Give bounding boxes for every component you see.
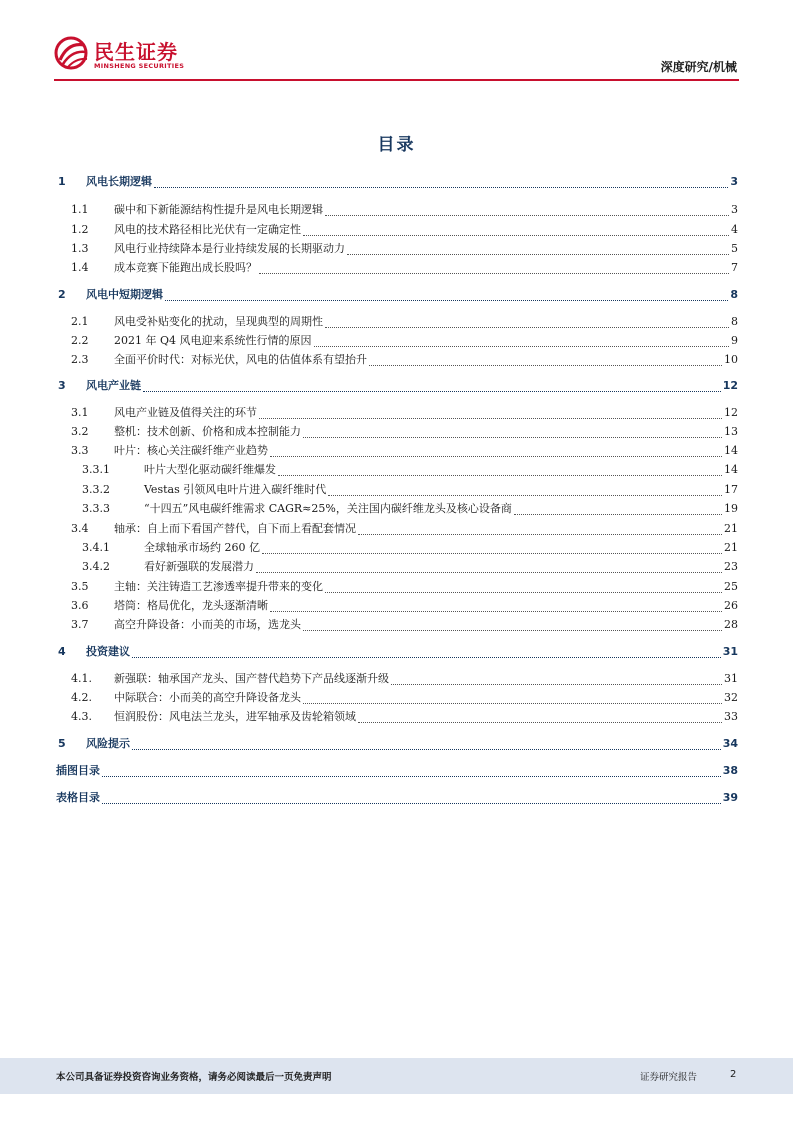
toc-entry-number: 3.5 <box>71 580 89 593</box>
document-type-label: 深度研究/机械 <box>660 60 737 74</box>
toc-entry[interactable] <box>56 442 738 460</box>
toc-entry[interactable] <box>56 481 738 499</box>
toc-leader-dots <box>259 272 729 274</box>
toc-entry[interactable] <box>56 597 738 615</box>
toc-leader-dots <box>314 345 730 347</box>
toc-entry-title: 风电的技术路径相比光伏有一定确定性 <box>114 223 301 236</box>
toc-entry-title: 风险提示 <box>86 737 130 750</box>
toc-entry-title: 风电中短期逻辑 <box>86 288 163 301</box>
toc-entry-page: 12 <box>722 379 738 392</box>
toc-entry-page: 31 <box>722 645 738 658</box>
toc-leader-dots <box>132 748 721 750</box>
toc-leader-dots <box>303 629 722 631</box>
toc-entry[interactable] <box>56 762 738 780</box>
toc-entry-title: 碳中和下新能源结构性提升是风电长期逻辑 <box>114 203 323 216</box>
toc-entry-page: 5 <box>731 242 738 255</box>
toc-entry[interactable] <box>56 789 738 807</box>
toc-entry-page: 3 <box>731 203 738 216</box>
toc-entry-title: 风电受补贴变化的扰动，呈现典型的周期性 <box>114 315 323 328</box>
toc-entry-page: 28 <box>724 618 738 631</box>
toc-entry[interactable] <box>56 201 738 219</box>
toc-entry-title: 看好新强联的发展潜力 <box>144 560 254 573</box>
toc-leader-dots <box>102 775 721 777</box>
toc-entry-page: 23 <box>724 560 738 573</box>
toc-entry-title: 全面平价时代：对标光伏，风电的估值体系有望抬升 <box>114 353 367 366</box>
toc-entry-title: 成本竞赛下能跑出成长股吗？ <box>114 261 257 274</box>
toc-leader-dots <box>369 364 722 366</box>
toc-entry-page: 8 <box>731 315 738 328</box>
minsheng-logo <box>54 36 204 76</box>
toc-entry[interactable] <box>56 221 738 239</box>
toc-leader-dots <box>132 656 721 658</box>
toc-entry-number: 3.1 <box>71 406 89 419</box>
toc-leader-dots <box>303 436 722 438</box>
toc-entry-number: 3.4.1 <box>82 541 110 554</box>
toc-entry-title: 叶片大型化驱动碳纤维爆发 <box>144 463 276 476</box>
toc-leader-dots <box>391 683 722 685</box>
toc-entry-number: 3.3.3 <box>82 502 110 515</box>
logo-english-name: MINSHENG SECURITIES <box>94 62 185 70</box>
toc-leader-dots <box>143 390 721 392</box>
toc-entry[interactable] <box>56 377 738 395</box>
toc-entry[interactable] <box>56 735 738 753</box>
minsheng-logo-icon <box>54 36 90 70</box>
toc-leader-dots <box>102 802 721 804</box>
header-divider <box>54 79 739 81</box>
toc-entry-page: 38 <box>722 764 738 777</box>
toc-entry-page: 4 <box>731 223 738 236</box>
toc-entry-title: 叶片：核心关注碳纤维产业趋势 <box>114 444 268 457</box>
toc-entry-number: 1.2 <box>71 223 89 236</box>
toc-entry-title: 恒润股份：风电法兰龙头，进军轴承及齿轮箱领域 <box>114 710 356 723</box>
toc-entry-number: 3.6 <box>71 599 89 612</box>
toc-leader-dots <box>278 474 722 476</box>
toc-entry-number: 3.3 <box>71 444 89 457</box>
toc-entry-title: 风电产业链 <box>86 379 141 392</box>
toc-leader-dots <box>165 299 728 301</box>
toc-entry-title: 风电产业链及值得关注的环节 <box>114 406 257 419</box>
toc-entry-page: 21 <box>724 541 738 554</box>
toc-entry-title: 中际联合：小而美的高空升降设备龙头 <box>114 691 301 704</box>
logo-chinese-name: 民生证券 <box>94 40 178 64</box>
footer-disclaimer: 本公司具备证券投资咨询业务资格，请务必阅读最后一页免责声明 <box>56 1072 332 1083</box>
toc-entry-title: 主轴：关注铸造工艺渗透率提升带来的变化 <box>114 580 323 593</box>
toc-entry-page: 34 <box>722 737 738 750</box>
toc-entry-title: 风电行业持续降本是行业持续发展的长期驱动力 <box>114 242 345 255</box>
toc-entry-page: 32 <box>724 691 738 704</box>
toc-entry[interactable] <box>56 332 738 350</box>
toc-entry[interactable] <box>56 558 738 576</box>
toc-entry-number: 4.1. <box>71 672 92 685</box>
toc-entry-number: 3.4 <box>71 522 89 535</box>
toc-entry-title: Vestas 引领风电叶片进入碳纤维时代 <box>144 483 327 496</box>
toc-entry[interactable] <box>56 286 738 304</box>
toc-entry-number: 4.2. <box>71 691 92 704</box>
toc-entry-number: 3.3.1 <box>82 463 110 476</box>
toc-leader-dots <box>303 702 722 704</box>
toc-entry-number: 2 <box>58 288 66 301</box>
toc-leader-dots <box>270 455 722 457</box>
toc-leader-dots <box>154 186 728 188</box>
toc-entry[interactable] <box>56 173 738 191</box>
toc-entry-number: 3 <box>58 379 66 392</box>
toc-entry-page: 39 <box>722 791 738 804</box>
toc-leader-dots <box>303 234 729 236</box>
toc-entry-number: 2.2 <box>71 334 89 347</box>
toc-entry[interactable] <box>56 708 738 726</box>
footer-page-number: 2 <box>730 1069 737 1080</box>
toc-entry[interactable] <box>56 461 738 479</box>
toc-leader-dots <box>358 533 722 535</box>
toc-entry-number: 4.3. <box>71 710 92 723</box>
toc-entry[interactable] <box>56 616 738 634</box>
toc-leader-dots <box>514 513 722 515</box>
toc-entry[interactable] <box>56 689 738 707</box>
toc-entry-title: 塔筒：格局优化，龙头逐渐清晰 <box>114 599 268 612</box>
toc-entry-page: 25 <box>724 580 738 593</box>
toc-entry-page: 3 <box>730 175 738 188</box>
toc-entry-number: 1.1 <box>71 203 89 216</box>
toc-entry-title: 插图目录 <box>56 764 100 777</box>
toc-entry-number: 3.2 <box>71 425 89 438</box>
toc-entry-page: 14 <box>724 463 738 476</box>
toc-leader-dots <box>328 494 722 496</box>
toc-entry-number: 1 <box>58 175 66 188</box>
toc-leader-dots <box>325 326 729 328</box>
toc-leader-dots <box>256 571 722 573</box>
toc-entry-page: 12 <box>724 406 738 419</box>
toc-entry[interactable] <box>56 578 738 596</box>
toc-entry[interactable] <box>56 500 738 518</box>
toc-entry-number: 1.4 <box>71 261 89 274</box>
toc-entry-page: 21 <box>724 522 738 535</box>
toc-entry-page: 14 <box>724 444 738 457</box>
toc-entry[interactable] <box>56 520 738 538</box>
toc-entry-number: 2.1 <box>71 315 89 328</box>
toc-leader-dots <box>347 253 729 255</box>
toc-entry[interactable] <box>56 423 738 441</box>
toc-leader-dots <box>259 417 722 419</box>
toc-entry-title: 全球轴承市场约 260 亿 <box>144 541 260 554</box>
toc-entry-page: 8 <box>730 288 738 301</box>
toc-title: 目录 <box>377 135 416 155</box>
page-header <box>0 0 793 80</box>
toc-entry-number: 3.7 <box>71 618 89 631</box>
toc-entry[interactable] <box>56 539 738 557</box>
toc-entry[interactable] <box>56 259 738 277</box>
toc-entry-title: 风电长期逻辑 <box>86 175 152 188</box>
toc-entry-number: 3.4.2 <box>82 560 110 573</box>
toc-entry[interactable] <box>56 351 738 369</box>
toc-leader-dots <box>262 552 722 554</box>
toc-entry-page: 9 <box>731 334 738 347</box>
toc-entry-number: 4 <box>58 645 66 658</box>
toc-leader-dots <box>358 721 722 723</box>
toc-entry[interactable] <box>56 313 738 331</box>
toc-leader-dots <box>325 591 722 593</box>
toc-entry-number: 1.3 <box>71 242 89 255</box>
footer-report-type: 证券研究报告 <box>640 1072 698 1083</box>
toc-entry-title: 高空升降设备：小而美的市场，选龙头 <box>114 618 301 631</box>
toc-entry[interactable] <box>56 240 738 258</box>
toc-entry-title: 轴承：自上而下看国产替代，自下而上看配套情况 <box>114 522 356 535</box>
toc-entry-page: 7 <box>731 261 738 274</box>
toc-entry-title: 投资建议 <box>86 645 130 658</box>
toc-entry-title: 表格目录 <box>56 791 100 804</box>
toc-entry[interactable] <box>56 404 738 422</box>
toc-entry-title: 整机：技术创新、价格和成本控制能力 <box>114 425 301 438</box>
toc-entry-title: 新强联：轴承国产龙头、国产替代趋势下产品线逐渐升级 <box>114 672 389 685</box>
toc-entry[interactable] <box>56 670 738 688</box>
toc-entry-number: 5 <box>58 737 66 750</box>
toc-entry-page: 13 <box>724 425 738 438</box>
toc-entry-page: 31 <box>724 672 738 685</box>
toc-entry-title: “十四五”风电碳纤维需求 CAGR≈25%，关注国内碳纤维龙头及核心设备商 <box>144 502 512 515</box>
toc-entry-page: 19 <box>724 502 738 515</box>
toc-entry-page: 26 <box>724 599 738 612</box>
toc-entry-number: 2.3 <box>71 353 89 366</box>
toc-entry-number: 3.3.2 <box>82 483 110 496</box>
toc-leader-dots <box>325 214 729 216</box>
toc-entry-title: 2021 年 Q4 风电迎来系统性行情的原因 <box>114 334 312 347</box>
toc-entry-page: 17 <box>724 483 738 496</box>
toc-entry-page: 33 <box>724 710 738 723</box>
toc-entry[interactable] <box>56 643 738 661</box>
toc-leader-dots <box>270 610 722 612</box>
toc-entry-page: 10 <box>724 353 738 366</box>
